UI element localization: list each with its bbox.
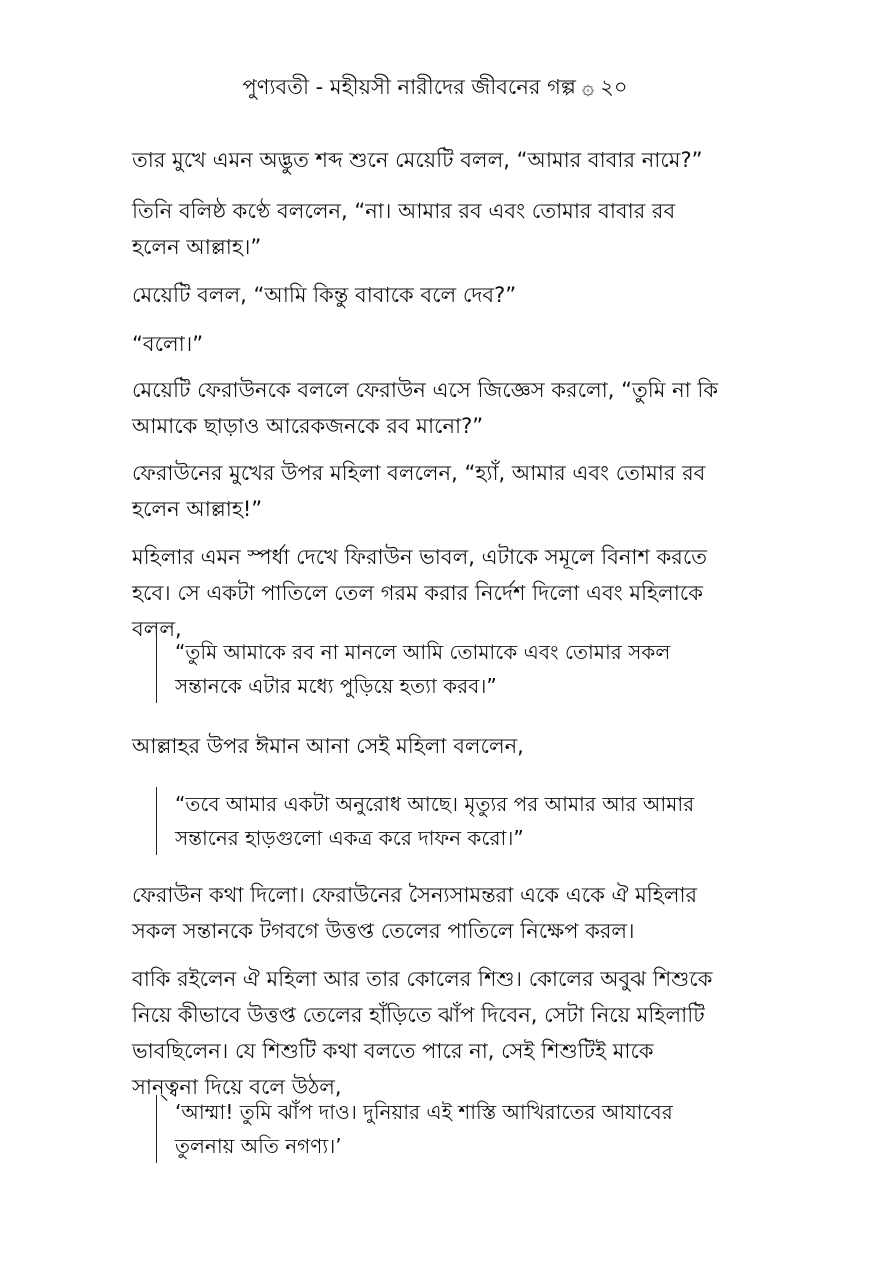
paragraph-4: “বলো।” [132,332,204,356]
book-title: পুণ্যবতী - মহীয়সী নারীদের জীবনের গল্প [242,75,576,99]
paragraph-9: ফেরাউন কথা দিলো। ফেরাউনের সৈন্যসামন্তরা একে একে ঐ মহিলার সকল সন্তানকে টগবগে উত্তপ্ত তেলের পাতিলে নিক্ষেপ করল। [132,883,698,943]
paragraph-10: বাকি রইলেন ঐ মহিলা আর তার কোলের শিশু। কোলের অবুঝ শিশুকে নিয়ে কীভাবে উত্তপ্ত তেলের হাঁড়িতে ঝাঁপ দিবেন, সেটা নিয়ে মহিলাটি ভাবছিলেন। যে শিশুটি কথা বলতে পারে না, সেই শিশুটিই মাকে সান্ত্বনা দিয়ে বলে উঠল, [132,967,713,1099]
paragraph-6: ফেরাউনের মুখের উপর মহিলা বললেন, “হ্যাঁ, আমার এবং তোমার রব হলেন আল্লাহ!” [132,461,706,521]
ornament-separator-icon: ۞ [581,75,595,99]
page-number: ২০ [600,75,628,99]
paragraph-1: তার মুখে এমন অদ্ভুত শব্দ শুনে মেয়েটি বলল, “আমার বাবার নামে?” [132,148,703,172]
paragraph-5: মেয়েটি ফেরাউনকে বললে ফেরাউন এসে জিজ্ঞেস করলো, “তুমি না কি আমাকে ছাড়াও আরেকজনকে রব মানো?” [132,378,719,438]
paragraph-2: তিনি বলিষ্ঠ কণ্ঠে বললেন, “না। আমার রব এবং তোমার বাবার রব হলেন আল্লাহ।” [132,199,676,259]
paragraph-8: আল্লাহর উপর ঈমান আনা সেই মহিলা বললেন, [132,734,524,758]
block-quote-1: “তুমি আমাকে রব না মানলে আমি তোমাকে এবং তোমার সকল সন্তানকে এটার মধ্যে পুড়িয়ে হত্যা করব।” [156,635,725,703]
running-header [0,72,870,102]
paragraph-7: মহিলার এমন স্পর্ধা দেখে ফিরাউন ভাবল, এটাকে সমূলে বিনাশ করতে হবে। সে একটা পাতিলে তেল গরম করার নির্দেশ দিলো এবং মহিলাকে বলল, [132,545,708,641]
block-quote-3: ‘আম্মা! তুমি ঝাঁপ দাও। দুনিয়ার এই শাস্তি আখিরাতের আযাবের তুলনায় অতি নগণ্য।’ [156,1095,725,1163]
block-quote-2: “তবে আমার একটা অনুরোধ আছে। মৃত্যুর পর আমার আর আমার সন্তানের হাড়গুলো একত্র করে দাফন করো।” [156,787,725,855]
paragraph-3: মেয়েটি বলল, “আমি কিন্তু বাবাকে বলে দেব?” [132,283,517,307]
